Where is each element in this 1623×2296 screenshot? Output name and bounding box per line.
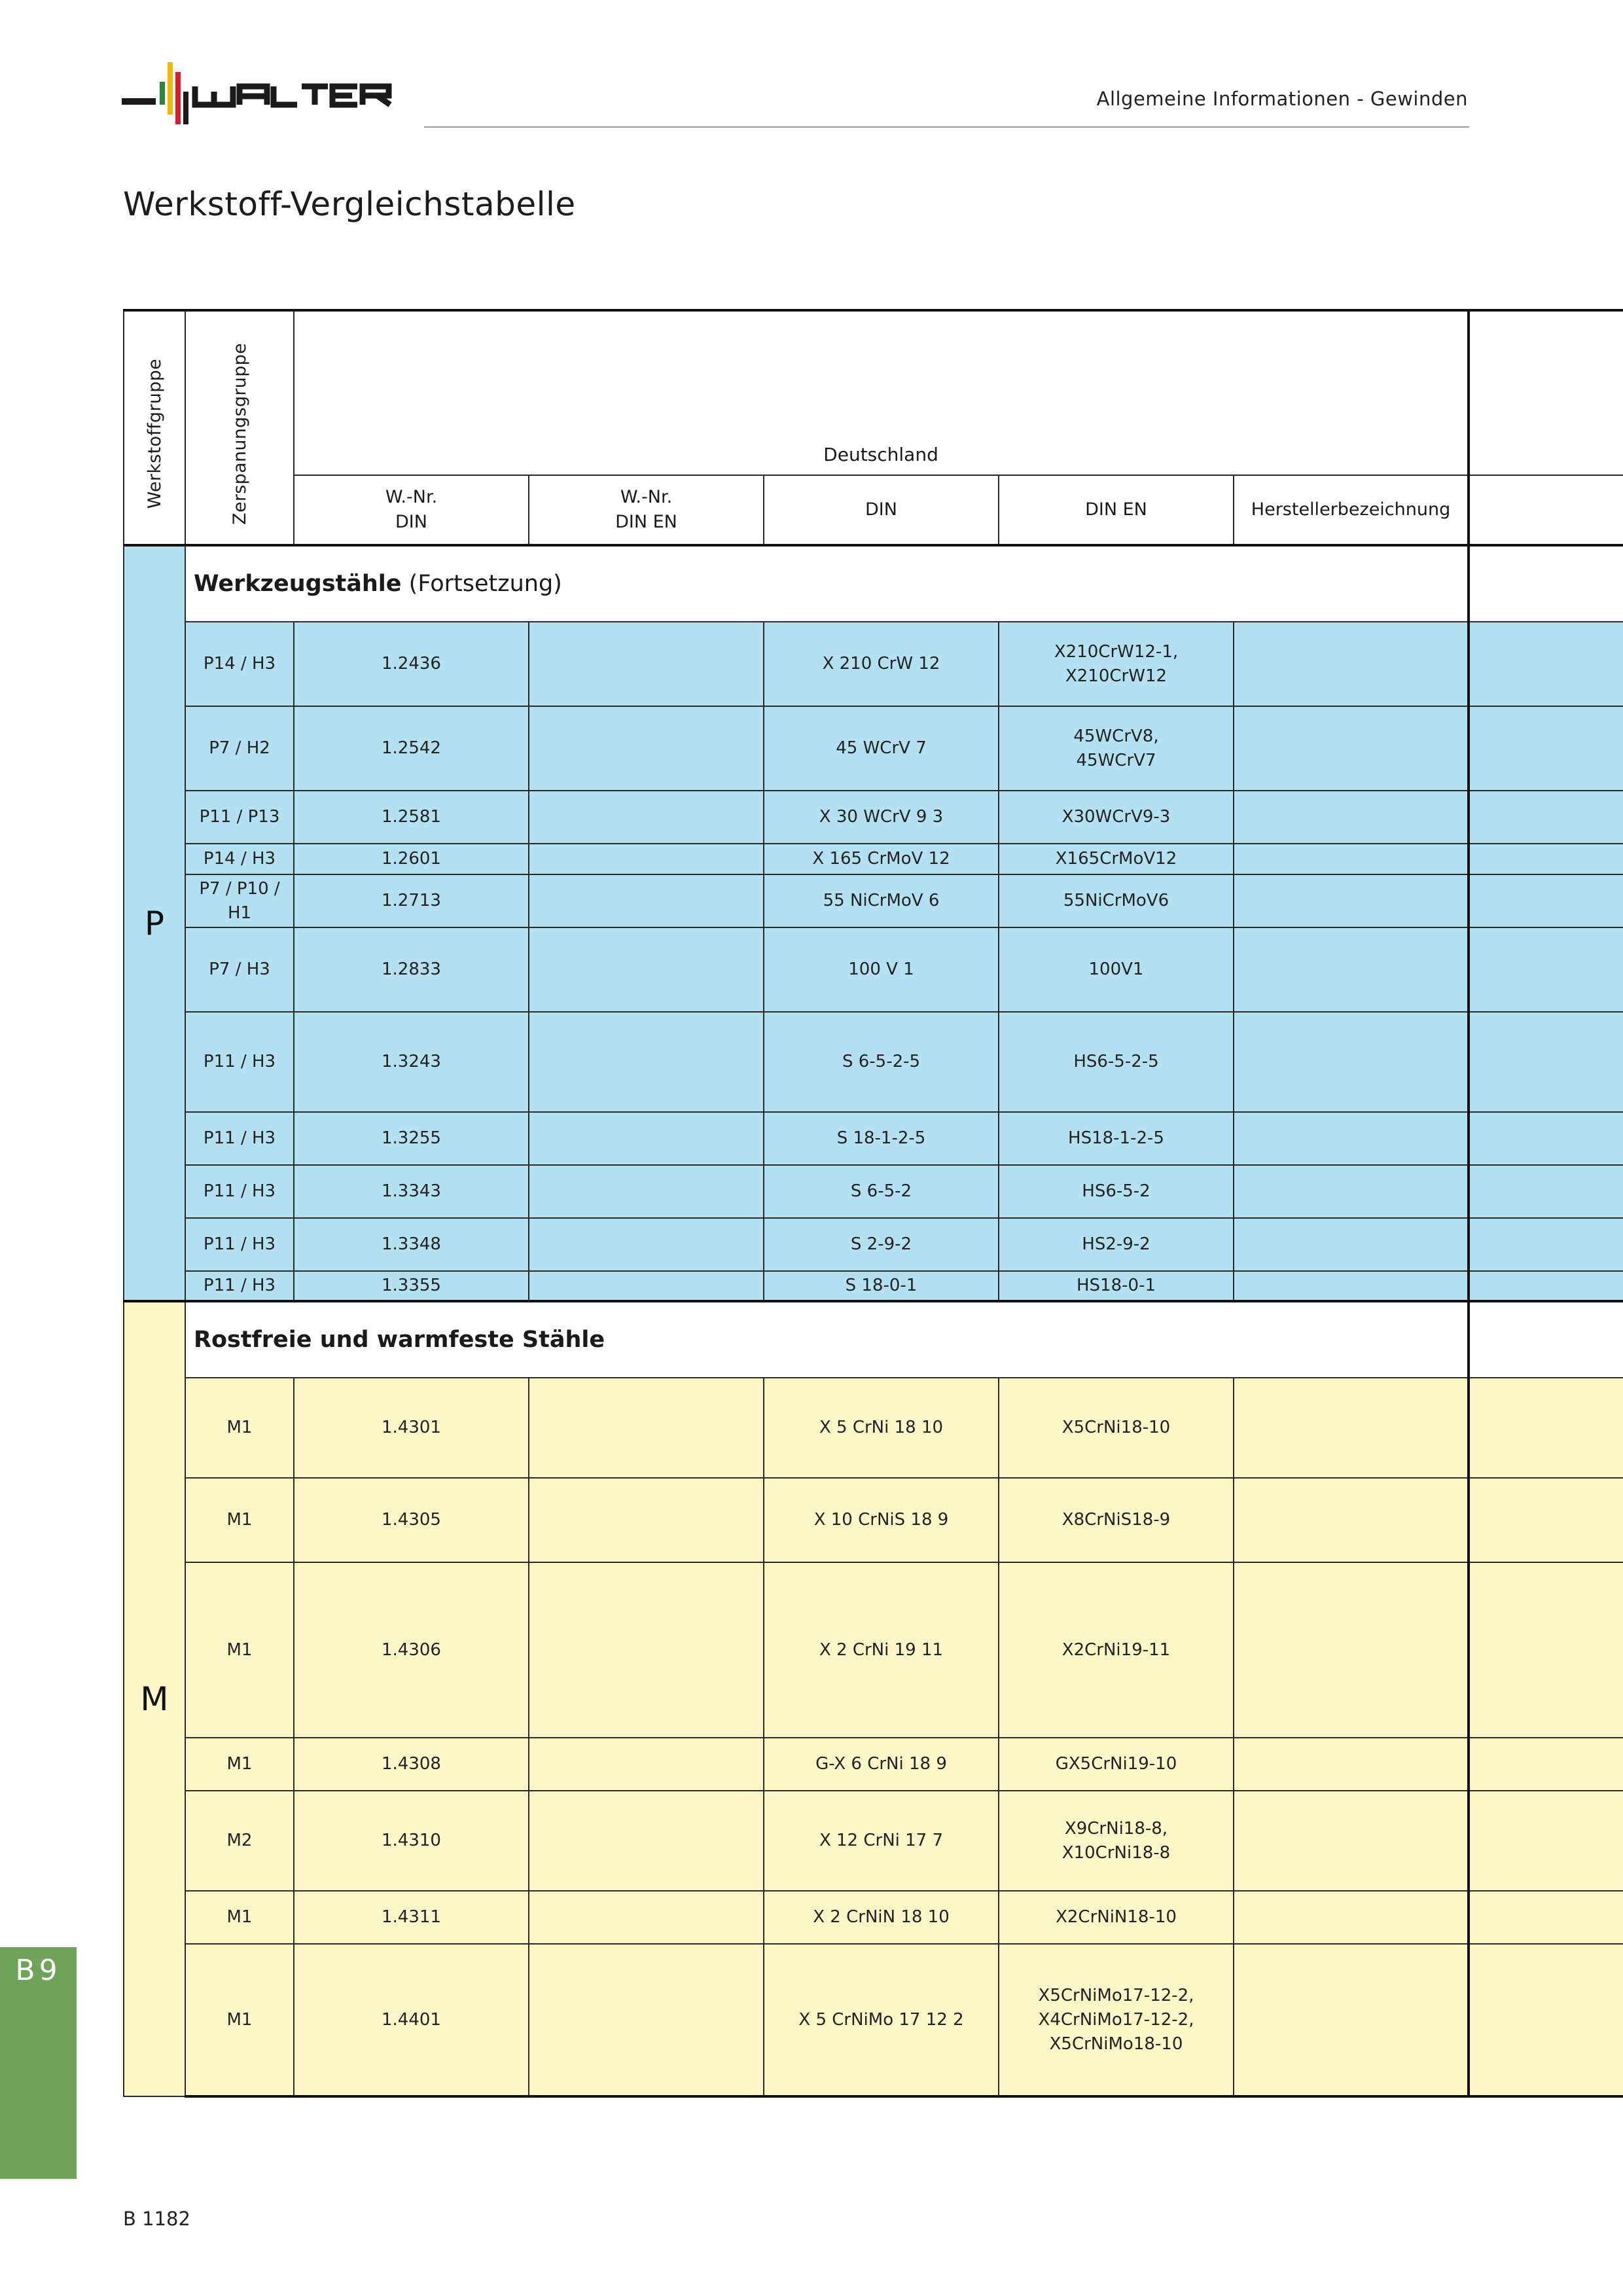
- cell-next-country: [1469, 874, 1623, 927]
- cell-zerspanungsgruppe: M2: [185, 1791, 294, 1891]
- cell-din-en: 55NiCrMoV6: [999, 874, 1234, 927]
- cell-wnr-din: 1.3348: [294, 1218, 529, 1271]
- table-row: [124, 927, 1623, 1012]
- cell-din: S 18-1-2-5: [764, 1112, 999, 1165]
- table-row: [124, 1891, 1623, 1944]
- cell-wnr-din-en: [529, 1271, 764, 1301]
- cell-din-en: X2CrNi19-11: [999, 1562, 1234, 1738]
- cell-wnr-din-en: [529, 1165, 764, 1218]
- cell-zerspanungsgruppe: P11 / H3: [185, 1165, 294, 1218]
- cell-wnr-din-en: [529, 844, 764, 874]
- cell-din-en: 100V1: [999, 927, 1234, 1012]
- cell-wnr-din: 1.2542: [294, 706, 529, 791]
- cell-din-en: X9CrNi18-8, X10CrNi18-8: [999, 1791, 1234, 1891]
- chapter-tab-label: B9: [15, 1954, 62, 1987]
- section-heading-bold: Werkzeugstähle: [194, 571, 402, 597]
- cell-zerspanungsgruppe: M1: [185, 1378, 294, 1478]
- cell-hersteller: [1234, 1378, 1469, 1478]
- cell-zerspanungsgruppe: M1: [185, 1738, 294, 1791]
- cell-zerspanungsgruppe: P7 / H2: [185, 706, 294, 791]
- cell-hersteller: [1234, 1012, 1469, 1112]
- cell-zerspanungsgruppe: M1: [185, 1562, 294, 1738]
- header-section-title: Allgemeine Informationen - Gewinden: [1096, 88, 1468, 110]
- cell-wnr-din-en: [529, 1891, 764, 1944]
- cell-hersteller: [1234, 844, 1469, 874]
- cell-din-en: HS6-5-2-5: [999, 1012, 1234, 1112]
- section-heading: [185, 545, 1469, 622]
- cell-din-en: X210CrW12-1, X210CrW12: [999, 622, 1234, 706]
- cell-next-country: [1469, 927, 1623, 1012]
- cell-din-en: HS18-0-1: [999, 1271, 1234, 1301]
- cell-next-country: [1469, 706, 1623, 791]
- cell-din: X 5 CrNiMo 17 12 2: [764, 1944, 999, 2096]
- table-row: [124, 1738, 1623, 1791]
- cell-next-country: [1469, 1012, 1623, 1112]
- cell-next-country: [1469, 1218, 1623, 1271]
- header-zerspanungsgruppe: Zerspanungsgruppe: [185, 310, 294, 545]
- table-row: [124, 1378, 1623, 1478]
- table-row: [124, 1478, 1623, 1562]
- cell-next-country: [1469, 1738, 1623, 1791]
- cell-din-en: X30WCrV9-3: [999, 791, 1234, 844]
- header-wnr-din: W.-Nr. DIN: [294, 475, 529, 545]
- cell-wnr-din-en: [529, 1738, 764, 1791]
- cell-zerspanungsgruppe: P11 / H3: [185, 1218, 294, 1271]
- cell-hersteller: [1234, 791, 1469, 844]
- table-row: [124, 622, 1623, 706]
- cell-zerspanungsgruppe: M1: [185, 1944, 294, 2096]
- header-divider: [424, 126, 1469, 128]
- cell-hersteller: [1234, 1944, 1469, 2096]
- cell-din: G-X 6 CrNi 18 9: [764, 1738, 999, 1791]
- section-heading-suffix: (Fortsetzung): [401, 571, 562, 597]
- header-wnr-din-en: W.-Nr. DIN EN: [529, 475, 764, 545]
- header-next-country: [1469, 310, 1623, 475]
- cell-wnr-din: 1.2713: [294, 874, 529, 927]
- cell-wnr-din-en: [529, 927, 764, 1012]
- header-next-country-sub: [1469, 475, 1623, 545]
- cell-wnr-din: 1.2436: [294, 622, 529, 706]
- cell-next-country: [1469, 1112, 1623, 1165]
- table-row: [124, 791, 1623, 844]
- cell-din-en: X5CrNiMo17-12-2, X4CrNiMo17-12-2, X5CrNiMo18-10: [999, 1944, 1234, 2096]
- cell-hersteller: [1234, 1218, 1469, 1271]
- table-row: [124, 1562, 1623, 1738]
- cell-wnr-din: 1.4311: [294, 1891, 529, 1944]
- cell-din: S 18-0-1: [764, 1271, 999, 1301]
- section-heading-next: [1469, 545, 1623, 622]
- material-group-letter: M: [124, 1301, 185, 2096]
- cell-zerspanungsgruppe: P7 / P10 / H1: [185, 874, 294, 927]
- cell-wnr-din-en: [529, 1562, 764, 1738]
- cell-wnr-din: 1.4306: [294, 1562, 529, 1738]
- cell-next-country: [1469, 1271, 1623, 1301]
- cell-zerspanungsgruppe: P11 / H3: [185, 1112, 294, 1165]
- cell-din: 100 V 1: [764, 927, 999, 1012]
- cell-din: X 12 CrNi 17 7: [764, 1791, 999, 1891]
- material-group-letter: P: [124, 545, 185, 1301]
- cell-din: S 2-9-2: [764, 1218, 999, 1271]
- cell-wnr-din-en: [529, 874, 764, 927]
- material-comparison-table: [123, 309, 1623, 2098]
- table-row: [124, 1012, 1623, 1112]
- table-row: [124, 1112, 1623, 1165]
- cell-zerspanungsgruppe: P14 / H3: [185, 844, 294, 874]
- cell-hersteller: [1234, 1738, 1469, 1791]
- section-heading-bold: Rostfreie und warmfeste Stähle: [194, 1327, 605, 1353]
- cell-zerspanungsgruppe: P14 / H3: [185, 622, 294, 706]
- cell-din: X 5 CrNi 18 10: [764, 1378, 999, 1478]
- cell-zerspanungsgruppe: P11 / H3: [185, 1012, 294, 1112]
- cell-wnr-din-en: [529, 1012, 764, 1112]
- section-heading: [185, 1301, 1469, 1378]
- cell-hersteller: [1234, 1112, 1469, 1165]
- table-row: [124, 844, 1623, 874]
- cell-wnr-din-en: [529, 1478, 764, 1562]
- walter-logo: [122, 59, 397, 134]
- table-row: [124, 1165, 1623, 1218]
- cell-wnr-din: 1.2833: [294, 927, 529, 1012]
- cell-din-en: X8CrNiS18-9: [999, 1478, 1234, 1562]
- cell-next-country: [1469, 791, 1623, 844]
- cell-zerspanungsgruppe: M1: [185, 1891, 294, 1944]
- cell-wnr-din: 1.4305: [294, 1478, 529, 1562]
- table-row: [124, 874, 1623, 927]
- header-din: DIN: [764, 475, 999, 545]
- cell-wnr-din-en: [529, 1378, 764, 1478]
- cell-zerspanungsgruppe: M1: [185, 1478, 294, 1562]
- cell-wnr-din-en: [529, 622, 764, 706]
- cell-zerspanungsgruppe: P7 / H3: [185, 927, 294, 1012]
- cell-hersteller: [1234, 874, 1469, 927]
- cell-wnr-din: 1.3243: [294, 1012, 529, 1112]
- cell-wnr-din-en: [529, 1791, 764, 1891]
- cell-din-en: X5CrNi18-10: [999, 1378, 1234, 1478]
- cell-wnr-din: 1.4401: [294, 1944, 529, 2096]
- cell-din-en: HS2-9-2: [999, 1218, 1234, 1271]
- cell-next-country: [1469, 1891, 1623, 1944]
- cell-wnr-din: 1.2601: [294, 844, 529, 874]
- cell-wnr-din: 1.4301: [294, 1378, 529, 1478]
- cell-zerspanungsgruppe: P11 / H3: [185, 1271, 294, 1301]
- cell-next-country: [1469, 1378, 1623, 1478]
- cell-wnr-din: 1.3355: [294, 1271, 529, 1301]
- header-country: Deutschland: [294, 310, 1469, 475]
- cell-din-en: HS6-5-2: [999, 1165, 1234, 1218]
- cell-din: X 30 WCrV 9 3: [764, 791, 999, 844]
- cell-hersteller: [1234, 927, 1469, 1012]
- cell-din: X 210 CrW 12: [764, 622, 999, 706]
- table-row: [124, 706, 1623, 791]
- cell-din: X 2 CrNiN 18 10: [764, 1891, 999, 1944]
- cell-din: S 6-5-2: [764, 1165, 999, 1218]
- table-row: [124, 1944, 1623, 2096]
- cell-din-en: HS18-1-2-5: [999, 1112, 1234, 1165]
- header-werkstoffgruppe: Werkstoffgruppe: [124, 310, 185, 545]
- cell-din: 45 WCrV 7: [764, 706, 999, 791]
- cell-next-country: [1469, 1944, 1623, 2096]
- cell-hersteller: [1234, 1891, 1469, 1944]
- cell-din: X 165 CrMoV 12: [764, 844, 999, 874]
- table-row: [124, 1218, 1623, 1271]
- cell-wnr-din: 1.4308: [294, 1738, 529, 1791]
- cell-din: X 2 CrNi 19 11: [764, 1562, 999, 1738]
- cell-next-country: [1469, 1791, 1623, 1891]
- section-heading-next: [1469, 1301, 1623, 1378]
- header-herstellerbezeichnung: Herstellerbezeichnung: [1234, 475, 1469, 545]
- cell-wnr-din: 1.4310: [294, 1791, 529, 1891]
- cell-wnr-din-en: [529, 1112, 764, 1165]
- cell-din-en: 45WCrV8, 45WCrV7: [999, 706, 1234, 791]
- cell-hersteller: [1234, 1478, 1469, 1562]
- cell-zerspanungsgruppe: P11 / P13: [185, 791, 294, 844]
- cell-wnr-din-en: [529, 1218, 764, 1271]
- cell-next-country: [1469, 1478, 1623, 1562]
- cell-hersteller: [1234, 1165, 1469, 1218]
- cell-next-country: [1469, 844, 1623, 874]
- cell-hersteller: [1234, 622, 1469, 706]
- cell-wnr-din: 1.3255: [294, 1112, 529, 1165]
- cell-next-country: [1469, 1562, 1623, 1738]
- cell-wnr-din-en: [529, 706, 764, 791]
- page-title: Werkstoff-Vergleichstabelle: [123, 185, 576, 223]
- cell-din-en: X165CrMoV12: [999, 844, 1234, 874]
- cell-din: X 10 CrNiS 18 9: [764, 1478, 999, 1562]
- table-row: [124, 1271, 1623, 1301]
- header-din-en: DIN EN: [999, 475, 1234, 545]
- cell-wnr-din-en: [529, 791, 764, 844]
- cell-next-country: [1469, 622, 1623, 706]
- cell-din: S 6-5-2-5: [764, 1012, 999, 1112]
- cell-next-country: [1469, 1165, 1623, 1218]
- cell-wnr-din-en: [529, 1944, 764, 2096]
- cell-hersteller: [1234, 1271, 1469, 1301]
- cell-wnr-din: 1.3343: [294, 1165, 529, 1218]
- cell-wnr-din: 1.2581: [294, 791, 529, 844]
- page-number: B 1182: [123, 2208, 190, 2230]
- table-row: [124, 1791, 1623, 1891]
- cell-hersteller: [1234, 1791, 1469, 1891]
- cell-din-en: GX5CrNi19-10: [999, 1738, 1234, 1791]
- cell-din-en: X2CrNiN18-10: [999, 1891, 1234, 1944]
- cell-din: 55 NiCrMoV 6: [764, 874, 999, 927]
- cell-hersteller: [1234, 706, 1469, 791]
- cell-hersteller: [1234, 1562, 1469, 1738]
